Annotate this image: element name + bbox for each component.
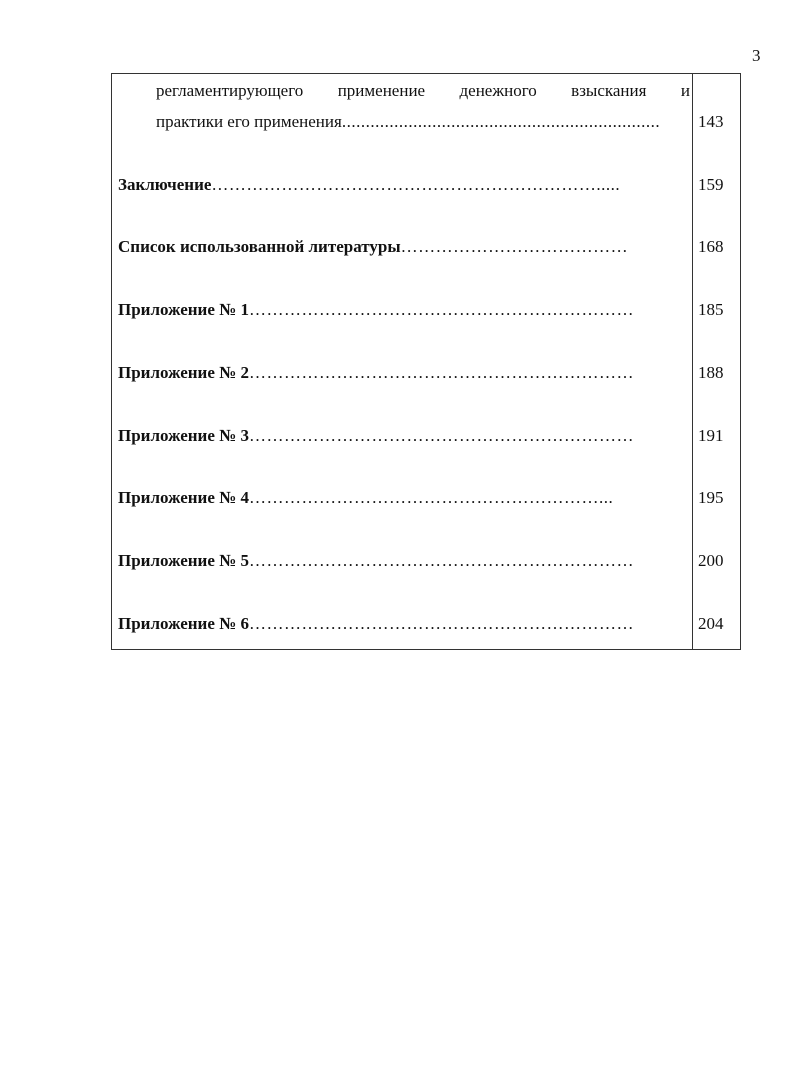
- toc-entry-title: [156, 112, 688, 132]
- toc-entry-title: [118, 488, 688, 508]
- toc-leader: ...................................................................: [341, 112, 661, 131]
- toc-page-number: 185: [698, 300, 724, 319]
- toc-page-number: 200: [698, 551, 724, 570]
- toc-entry-title: [118, 363, 688, 383]
- toc-page-number: 191: [698, 426, 724, 445]
- toc-entry-text: практики его применения: [156, 112, 342, 131]
- toc-entry-title: [118, 300, 688, 320]
- toc-entry-text: Приложение № 6: [118, 614, 249, 633]
- toc-page-number: 195: [698, 488, 724, 507]
- toc-leader: …………………………………: [400, 237, 629, 256]
- toc-leader: ……………………………………………………...: [248, 488, 614, 507]
- table-of-contents: [111, 73, 741, 650]
- column-divider: [692, 74, 693, 649]
- toc-entry-text: Приложение № 1: [118, 300, 249, 319]
- toc-page-number: 143: [698, 112, 724, 131]
- toc-entry-text: Приложение № 2: [118, 363, 249, 382]
- toc-continued-line-1: [156, 81, 690, 101]
- toc-page-number: 168: [698, 237, 724, 256]
- toc-entry-title: [118, 551, 688, 571]
- toc-leader: …………………………………………………………: [248, 300, 634, 319]
- page-number: 3: [752, 46, 761, 65]
- toc-leader: …………………………………………………………: [248, 363, 634, 382]
- word: применение: [337, 81, 426, 100]
- toc-entry-text: Список использованной литературы: [118, 237, 401, 256]
- toc-entry-title: [118, 175, 688, 195]
- toc-entry-title: [118, 614, 688, 634]
- toc-entry-text: Заключение: [118, 175, 212, 194]
- toc-page-number: 159: [698, 175, 724, 194]
- toc-entry-text: Приложение № 5: [118, 551, 249, 570]
- toc-entry-title: [118, 426, 688, 446]
- toc-leader: …………………………………………………………: [248, 614, 634, 633]
- word: и: [680, 81, 690, 100]
- toc-leader: …………………………………………………………: [248, 426, 634, 445]
- toc-page-number: 204: [698, 614, 724, 633]
- toc-entry-text: Приложение № 3: [118, 426, 249, 445]
- word: взыскания: [571, 81, 647, 100]
- toc-leader: ………………………………………………………….....: [211, 175, 621, 194]
- toc-page-number: 188: [698, 363, 724, 382]
- word: регламентирующего: [156, 81, 304, 100]
- toc-leader: …………………………………………………………: [248, 551, 634, 570]
- toc-entry-text: Приложение № 4: [118, 488, 249, 507]
- word: денежного: [459, 81, 537, 100]
- toc-entry-title: [118, 237, 688, 257]
